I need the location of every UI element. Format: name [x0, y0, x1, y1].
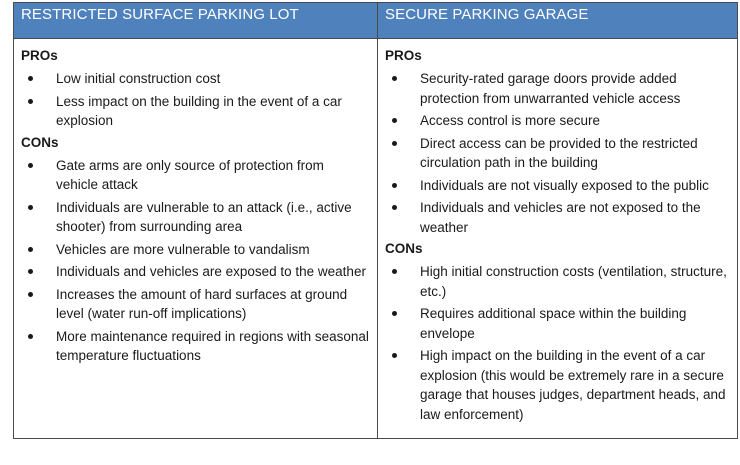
garage-pros-list: [378, 69, 737, 237]
garage-cons-list: [378, 262, 737, 424]
surface-lot-header: RESTRICTED SURFACE PARKING LOT: [14, 3, 377, 39]
surface-lot-pros-title: PROs: [21, 48, 58, 63]
surface-lot-con-item: [14, 327, 377, 366]
bullet-icon: [28, 269, 33, 274]
surface-lot-con-item: [14, 156, 377, 195]
surface-lot-con-item: [14, 240, 377, 260]
garage-pros-title: PROs: [385, 48, 422, 63]
list-item-text: High initial construction costs (ventilation, structure, etc.): [420, 264, 727, 299]
surface-lot-column: [14, 3, 378, 438]
garage-pro-item: [378, 134, 737, 173]
list-item-text: More maintenance required in regions with seasonal temperature fluctuations: [56, 328, 369, 363]
surface-lot-con-item: [14, 198, 377, 237]
bullet-icon: [28, 247, 33, 252]
list-item-text: Requires additional space within the building envelope: [420, 306, 687, 341]
garage-pro-item: [378, 198, 737, 237]
list-item-text: Individuals are vulnerable to an attack (i.e., active shooter) from surrounding area: [56, 199, 352, 234]
list-item-text: Security-rated garage doors provide added protection from unwarranted vehicle access: [420, 71, 681, 106]
bullet-icon: [392, 205, 397, 210]
garage-column: [378, 3, 737, 438]
bullet-icon: [392, 269, 397, 274]
garage-pro-item: [378, 111, 737, 131]
list-item-text: Access control is more secure: [420, 113, 601, 128]
bullet-icon: [392, 183, 397, 188]
bullet-icon: [28, 334, 33, 339]
bullet-icon: [28, 292, 33, 297]
surface-lot-cons-list: [14, 156, 377, 366]
surface-lot-pro-item: [14, 92, 377, 131]
bullet-icon: [392, 141, 397, 146]
bullet-icon: [28, 205, 33, 210]
list-item-text: High impact on the building in the event of a car explosion (this would be extremely rare in a secure garage that houses judges, department heads, and law enforcement): [420, 348, 726, 422]
list-item-text: Individuals and vehicles are not exposed to the weather: [420, 200, 701, 235]
garage-con-item: [378, 346, 737, 424]
garage-header: SECURE PARKING GARAGE: [378, 3, 737, 39]
garage-cons-title: CONs: [385, 241, 423, 256]
surface-lot-pro-item: [14, 69, 377, 89]
surface-lot-body: [14, 39, 377, 366]
list-item-text: Direct access can be provided to the restricted circulation path in the building: [420, 135, 698, 170]
bullet-icon: [392, 118, 397, 123]
garage-pro-item: [378, 69, 737, 108]
surface-lot-pros-list: [14, 69, 377, 131]
bullet-icon: [392, 76, 397, 81]
garage-pro-item: [378, 176, 737, 196]
garage-body: [378, 39, 737, 424]
list-item-text: Low initial construction cost: [56, 71, 221, 86]
surface-lot-con-item: [14, 262, 377, 282]
bullet-icon: [28, 99, 33, 104]
surface-lot-con-item: [14, 285, 377, 324]
garage-con-item: [378, 262, 737, 301]
bullet-icon: [392, 311, 397, 316]
comparison-table: [13, 2, 738, 439]
list-item-text: Less impact on the building in the event of a car explosion: [56, 93, 342, 128]
list-item-text: Individuals are not visually exposed to the public: [420, 177, 709, 193]
bullet-icon: [28, 163, 33, 168]
list-item-text: Gate arms are only source of protection from vehicle attack: [56, 157, 324, 192]
bullet-icon: [392, 353, 397, 358]
surface-lot-cons-title: CONs: [21, 134, 59, 150]
list-item-text: Increases the amount of hard surfaces at ground level (water run-off implications): [56, 286, 348, 321]
list-item-text: Individuals and vehicles are exposed to the weather: [56, 264, 366, 279]
list-item-text: Vehicles are more vulnerable to vandalism: [56, 241, 310, 257]
bullet-icon: [28, 76, 33, 81]
garage-con-item: [378, 304, 737, 343]
